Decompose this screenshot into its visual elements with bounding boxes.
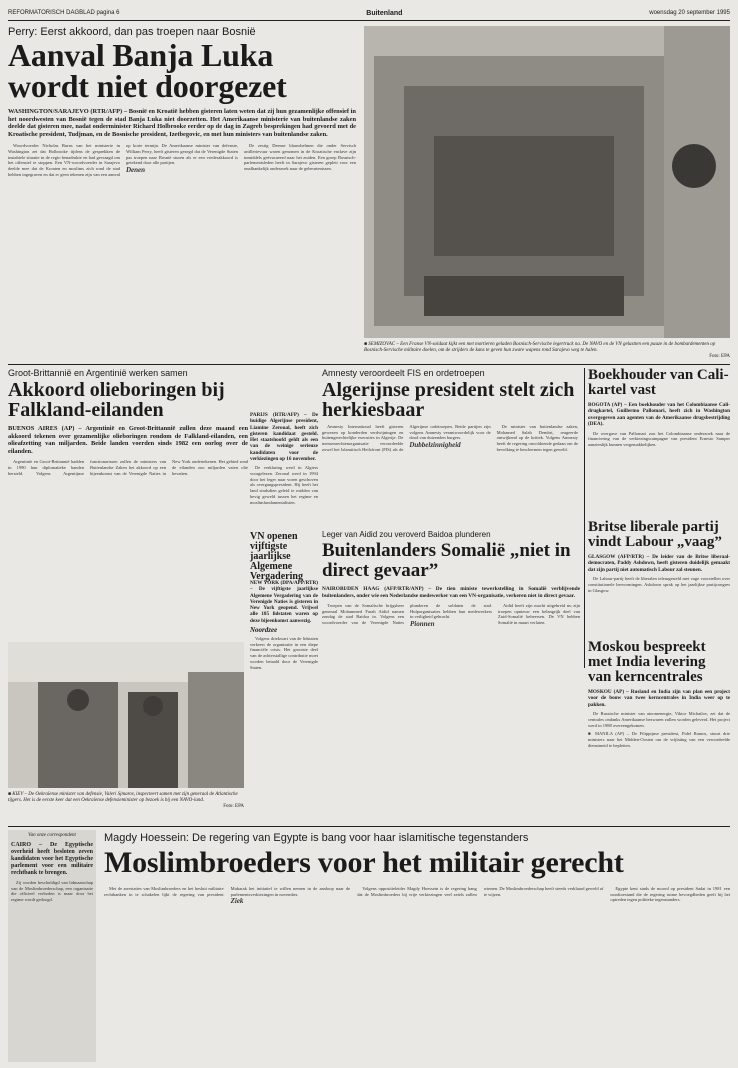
kiev-photo-illustration xyxy=(8,642,244,788)
vn-headline: VN openen vijftigste jaarlijkse Algemene Vergadering xyxy=(250,531,303,582)
vn-lead: NEW YORK (DPA/AFP/RTR) – De vijftigste jaarlijkse Algemene Vergadering van de Verenigde Naties is gisteren in New York geopend. Vrijwel alle 185 lidstaten waren op deze bijeenkomst aanwezig. xyxy=(250,580,318,624)
photo-kiev xyxy=(8,642,244,788)
amnesty-headline: Algerijnse president stelt zich herkiesbaar xyxy=(322,379,575,421)
falklands-lead: BUENOS AIRES (AP) – Argentinië en Groot-Brittannië zullen deze maand een akkoord tekenen over gezamenlijke olieboringen rondom de Falkland-eilanden, een olieafzetting van miljarden. Beide landen voerden sinds 1982 een oorlog over de eilanden. xyxy=(8,425,248,455)
cali-lead: BOGOTA (AP) – Een boekhouder van het Colombiaanse Cali-drugkartel, Guillermo Pallomari, heeft zich in Washington overgegeven aan agenten van de Amerikaanse drugsbestrijding (DEA). xyxy=(588,402,730,428)
vn-body: Volgens driekwart van de lidstaten verkeert de organisatie in een diepe financiële crisis. Het grootste deel van de achterstallige contributie moet worden betaald door de Verenigde Staten. xyxy=(250,636,318,670)
amnesty-kicker: Amnesty veroordeelt FIS en ordetroepen xyxy=(322,368,485,378)
paris-body: De verklaring werd in Algiers voorgelezen. Zeroual werd in 1994 door het leger naar voren geschoven als overgangspresident. Hij heeft het land sindsdien geleid te midden van hevig geweld tussen het regime en moslimfundamentalisten. xyxy=(250,465,318,505)
cali-body: De overgave van Pallomari zou het Colombiaanse onderzoek naar de financiering van de verkiezingscampagne van president Ernesto Samper aanzienlijk kunnen vergemakkelijken. xyxy=(588,430,730,448)
cali-story xyxy=(588,368,730,489)
top-body-text-2: De zestig Deense blauwhelmen die onder Servisch artillerievuur waren genomen in de Kroatische enclave zijn inmiddels geëvacueerd naar het zuiden. Een groep Bosnisch-parlementsleden heeft in Sarajevo gisteren gepleit voor een onafhankelijk onderzoek naar de gebeurtenissen. xyxy=(244,143,356,172)
cali-headline: Boekhouder van Cali-kartel vast xyxy=(588,367,729,398)
labour-lead: GLASGOW (AFP/RTR) – De leider van de Britse liberaal-democraten, Paddy Ashdown, heeft gisteren duidelijk gemaakt dat zijn partij niet automatisch Labour zal steunen. xyxy=(588,554,730,573)
photo-caption-semizovac xyxy=(364,342,730,360)
india-body: De Russische minister van atoomenergie, Viktor Michailov, zei dat de centrales ondanks Amerikaanse bezwaren zullen worden geleverd. Het project werd in 1988 overeengekomen. xyxy=(588,711,730,728)
photo-credit: Foto: EPA xyxy=(709,354,730,359)
truck-photo-illustration xyxy=(364,26,730,338)
vn-subhead: Noordzee xyxy=(250,626,278,635)
labour-headline: Britse liberale partij vindt Labour „vaag” xyxy=(588,519,722,550)
cairo-lead: CAIRO – De Egyptische overheid heeft besloten zeven kandidaten voor het Egyptische parlement voor een militaire rechtbank te brengen. xyxy=(11,842,93,876)
somalie-body-text-2: Aidid heeft zijn macht uitgebreid nu zijn troepen opnieuw een belangrijk deel van Zuid-Somalië beheersen. De VN hebben Somalië in maart verlaten. xyxy=(498,603,580,626)
photo-soldier-truck xyxy=(364,26,730,338)
kiev-caption xyxy=(8,792,244,810)
amnesty-body-text-2: De minister van buitenlandse zaken, Mohamed Salah Dembri, reageerde ontwijkend op de kritiek. Volgens Amnesty heeft de regering onvoldoende gedaan om de bevolking te beschermen tegen geweld. xyxy=(496,424,578,452)
moslim-subhead: Ziek xyxy=(230,897,244,906)
masthead xyxy=(8,6,730,21)
moslimbroeders-story xyxy=(104,832,730,1064)
amnesty-body xyxy=(322,424,578,528)
section-title: Buitenland xyxy=(366,9,403,17)
cairo-body: Zij worden beschuldigd van lidmaatschap van de Moslimbroederschap, een organisatie die officieel verboden is maar door het regime wordt gedoogd. xyxy=(11,880,93,903)
labour-body: De Labour-partij heeft de liberalen teleurgesteld met vage voorstellen over constitutionele hervormingen. Ashdown sprak op het jaarlijkse partijcongres in Glasgow. xyxy=(588,576,730,593)
somalie-subhead: Pionnen xyxy=(410,620,435,629)
falklands-kicker: Groot-Brittannië en Argentinië werken samen xyxy=(8,368,188,378)
india-headline: Moskou bespreekt met India levering van kerncentrales xyxy=(588,639,706,685)
somalie-story xyxy=(322,530,580,781)
top-subhead: Denen xyxy=(126,166,146,175)
somalie-lead: NAIROBI/DEN HAAG (AFP/RTR/ANP) – De tien ministe tewerkstelling in Somalië verblijvende buitenlanders, onder wie een Nederlandse medewerker van een VN-organisatie, verkeren niet in direct gevaar. xyxy=(322,586,580,599)
somalie-body-text: Troepen van de Somalische krijgsheer generaal Mohammed Farah Aidid namen zondag de stad Baidoa in. Volgens een woordvoerder van de Verenigde Naties plunderen de soldaten de stad. Hulporganisaties hebben hun medewerkers in veiligheid gebracht. xyxy=(322,603,492,626)
manila-brief: ■ MANILA (AP) – De Filippijnse president, Fidel Ramos, stuurt drie ministers naar het Midden-Oosten om de vrijlating van een veroordeelde dienstmeid te bepleiten. xyxy=(588,731,730,748)
falklands-body-text: Argentinië en Groot-Brittannië hadden in 1990 hun diplomatieke banden hersteld. Volgens Argentijnse functionarissen zullen de ministers van Buitenlandse Zaken het akkoord op een bijeenkomst van de Verenigde Naties in New York ondertekenen. Het gebied rond de eilanden zou miljarden vaten olie bevatten. xyxy=(8,459,248,476)
india-lead: MOSKOU (AP) – Rusland en India zijn van plan een project voor de bouw van twee kerncentrales in India weer op te pakken. xyxy=(588,689,730,708)
amnesty-subhead: Dubbelzinnigheid xyxy=(409,441,461,450)
somalie-headline: Buitenlanders Somalië „niet in direct gevaar” xyxy=(322,540,571,581)
vn-story xyxy=(250,532,318,582)
somalie-body xyxy=(322,603,580,781)
masthead-paper: REFORMATORISCH DAGBLAD pagina 6 xyxy=(8,10,120,16)
labour-story xyxy=(588,520,730,628)
masthead-date: woensdag 20 september 1995 xyxy=(649,10,730,16)
photo-caption-text: ■ SEMIZOVAC – Een Franse VN-soldaat kijkt een met mortieren geladen Bosnisch-Servische legertruck na. De NAVO en de VN gelastten een pauze in de bombardementen op Bosnisch-Servische militaire doelen, om de strijders de kans te geven hun zware wapens rond Sarajevo weg te halen. xyxy=(364,342,716,353)
kiev-credit: Foto: EPA xyxy=(223,804,244,809)
india-story xyxy=(588,640,730,749)
moslim-body xyxy=(104,886,730,1064)
moslim-body-text: Met de arrestaties van Moslimbroeders en het besluit militaire rechtbanken in te schakelen lijkt de regering van president Mubarak het initiatief te willen nemen in de aanloop naar de parlementsverkiezingen in november. xyxy=(104,886,351,897)
correspondent-label: Van onze correspondent xyxy=(28,833,76,838)
top-body-text: Woordvoerder Nicholas Burns van het ministerie in Washington zei dat Holbrooke tijdens de gesprekken de instabiele situatie in de regio benadrukte en had gevraagd om het offensief te stoppen. Een VN-woordvoerder in Sarajevo deelde mee dat de Kroaten en moslims zich rond de stad hebben ingegraven en dat er geen tekenen zijn van een aanval op korte termijn. De Amerikaanse minister van defensie, William Perry, heeft gisteren gezegd dat de Verenigde Staten pas troepen naar Bosnië sturen als er een vredesakkoord is getekend door alle partijen. xyxy=(8,143,238,177)
moslim-body-text-2: Volgens oppositieleider Magdy Hoessein is de regering bang dat de Moslimbroeders bij vrije verkiezingen veel zetels zullen winnen. De Moslimbroederschap heeft steeds verklaard geweld af te wijzen. xyxy=(357,886,604,897)
top-kicker: Perry: Eerst akkoord, dan pas troepen naar Bosnië xyxy=(8,26,256,38)
falklands-story xyxy=(8,368,248,575)
top-story xyxy=(8,26,356,275)
top-lead: WASHINGTON/SARAJEVO (RTR/AFP) – Bosnië en Kroatië hebben gisteren laten weten dat zij hun gezamenlijke offensief in het noordwesten van Bosnië tegen de stad Banja Luka niet doorzetten. Het Amerikaanse ministerie van buitenlandse zaken deelde dat gisteren mee, nadat onderminister Richard Holbrooke eerder op de dag in Zagreb besprekingen had gevoerd met de Kroatische president, Tudjman, en de Bosnische president, Izetbegovic, en met hun ministers van buitenlandse zaken. xyxy=(8,108,356,138)
kiev-caption-text: ■ KIEV – De Oekraïense minister van defensie, Valeri Sjmarov, inspecteert samen met zijn generaal de Atlantische tijgers. Het is de eerste keer dat een Oekraïense defensieminister op bezoek is bij een NAVO-land. xyxy=(8,792,238,803)
vn-body-block xyxy=(250,580,318,792)
top-body xyxy=(8,143,356,275)
paris-lead: PARIJS (RTR/AFP) – De huidige Algerijnse president, Liamine Zeroual, heeft zich gisteren kandidaat gesteld. Het staatshoofd geldt als een van de weinige serieuze kandidaten voor de verkiezingen op 16 november. xyxy=(250,412,318,463)
amnesty-story xyxy=(322,368,578,528)
somalie-kicker: Leger van Aidid zou veroverd Baidoa plunderen xyxy=(322,530,491,539)
falklands-headline: Akkoord olieboringen bij Falkland-eilanden xyxy=(8,379,225,421)
top-headline: Aanval Banja Luka wordt niet doorgezet xyxy=(8,37,287,104)
moslim-body-text-3: Egypte kent sinds de moord op president Sadat in 1981 een noodtoestand die de regering ruime bevoegdheden geeft bij het optreden tegen politieke tegenstanders. xyxy=(610,886,730,903)
falklands-body xyxy=(8,459,248,575)
moslim-headline: Moslimbroeders voor het militair gerecht xyxy=(104,846,624,879)
bottom-left-box xyxy=(8,830,96,1062)
moslim-kicker: Magdy Hoessein: De regering van Egypte is bang voor haar islamitische tegenstanders xyxy=(104,832,529,844)
amnesty-body-text: Amnesty International heeft gisteren gewezen op honderden verdwijningen en buitengerechtelijke executies in Algerije. De mensenrechtenorganisatie veroordeelde zowel het Islamitisch Heilsfront (FIS) als de Algerijnse ordetroepen. Beide partijen zijn volgens Amnesty verantwoordelijk voor de dood van duizenden burgers. xyxy=(322,424,491,452)
